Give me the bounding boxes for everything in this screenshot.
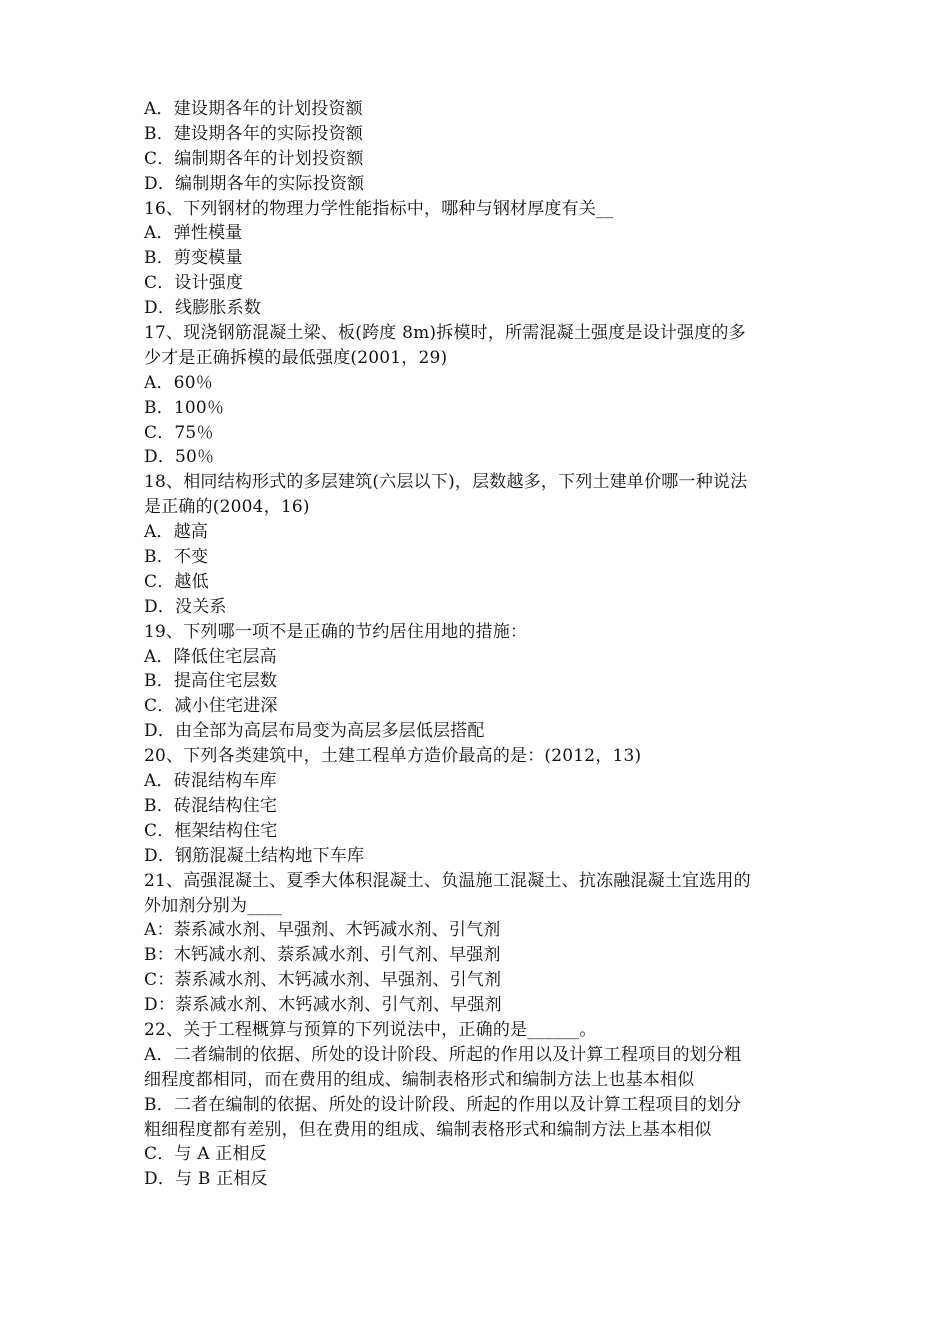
question-text: 20、下列各类建筑中，土建工程单方造价最高的是：(2012，13) — [144, 746, 642, 767]
option-text: C．75％ — [144, 422, 214, 443]
option-text: B．100％ — [144, 397, 225, 418]
option-text: A：萘系减水剂、早强剂、木钙减水剂、引气剂 — [144, 920, 501, 941]
document-page — [144, 97, 824, 1192]
option-text: B．建设期各年的实际投资额 — [144, 123, 364, 144]
option-text: A．弹性模量 — [144, 223, 243, 244]
option-text: D．与 B 正相反 — [144, 1169, 268, 1190]
question-text: 17、现浇钢筋混凝土梁、板(跨度 8m)拆模时，所需混凝土强度是设计强度的多 — [144, 323, 746, 344]
option-text: D．编制期各年的实际投资额 — [144, 173, 365, 194]
option-text: B．提高住宅层数 — [144, 671, 278, 692]
question-text: 22、关于工程概算与预算的下列说法中，正确的是______。 — [144, 1019, 597, 1040]
option-text: C．与 A 正相反 — [144, 1144, 267, 1165]
option-text: D．线膨胀系数 — [144, 298, 262, 319]
option-text: B：木钙减水剂、萘系减水剂、引气剂、早强剂 — [144, 945, 501, 966]
option-text: D．没关系 — [144, 596, 227, 617]
question-text: 外加剂分别为____ — [144, 895, 282, 916]
option-text: A．越高 — [144, 522, 209, 543]
option-text: D．钢筋混凝土结构地下车库 — [144, 845, 365, 866]
option-text: D：萘系减水剂、木钙减水剂、引气剂、早强剂 — [144, 995, 502, 1016]
option-text: B．剪变模量 — [144, 248, 243, 269]
option-text: C．编制期各年的计划投资额 — [144, 148, 364, 169]
option-text: A．砖混结构车库 — [144, 771, 277, 792]
option-text: A．二者编制的依据、所处的设计阶段、所起的作用以及计算工程项目的划分粗 — [144, 1044, 742, 1065]
option-text: 粗细程度都有差别，但在费用的组成、编制表格形式和编制方法上基本相似 — [144, 1119, 712, 1140]
option-text: B．二者在编制的依据、所处的设计阶段、所起的作用以及计算工程项目的划分 — [144, 1094, 742, 1115]
question-text: 是正确的(2004，16) — [144, 497, 310, 518]
option-text: A．降低住宅层高 — [144, 646, 277, 667]
option-text: B．不变 — [144, 547, 209, 568]
question-text: 19、下列哪一项不是正确的节约居住用地的措施： — [144, 621, 528, 642]
question-text: 18、相同结构形式的多层建筑(六层以下)，层数越多，下列土建单价哪一种说法 — [144, 472, 748, 493]
question-text: 16、下列钢材的物理力学性能指标中，哪种与钢材厚度有关__ — [144, 198, 614, 219]
option-text: C．框架结构住宅 — [144, 820, 278, 841]
option-text: C：萘系减水剂、木钙减水剂、早强剂、引气剂 — [144, 970, 502, 991]
option-text: C．减小住宅进深 — [144, 696, 278, 717]
option-text: A．建设期各年的计划投资额 — [144, 99, 363, 119]
question-text: 21、高强混凝土、夏季大体积混凝土、负温施工混凝土、抗冻融混凝土宜选用的 — [144, 870, 751, 891]
option-text: A．60％ — [144, 372, 213, 393]
option-text: B．砖混结构住宅 — [144, 795, 278, 816]
question-text: 少才是正确拆模的最低强度(2001，29) — [144, 347, 448, 368]
option-text: C．越低 — [144, 571, 209, 592]
option-text: D．由全部为高层布局变为高层多层低层搭配 — [144, 721, 485, 742]
option-text: D．50％ — [144, 447, 215, 468]
option-text: 细程度都相同，而在费用的组成、编制表格形式和编制方法上也基本相似 — [144, 1069, 695, 1090]
option-text: C．设计强度 — [144, 273, 244, 294]
